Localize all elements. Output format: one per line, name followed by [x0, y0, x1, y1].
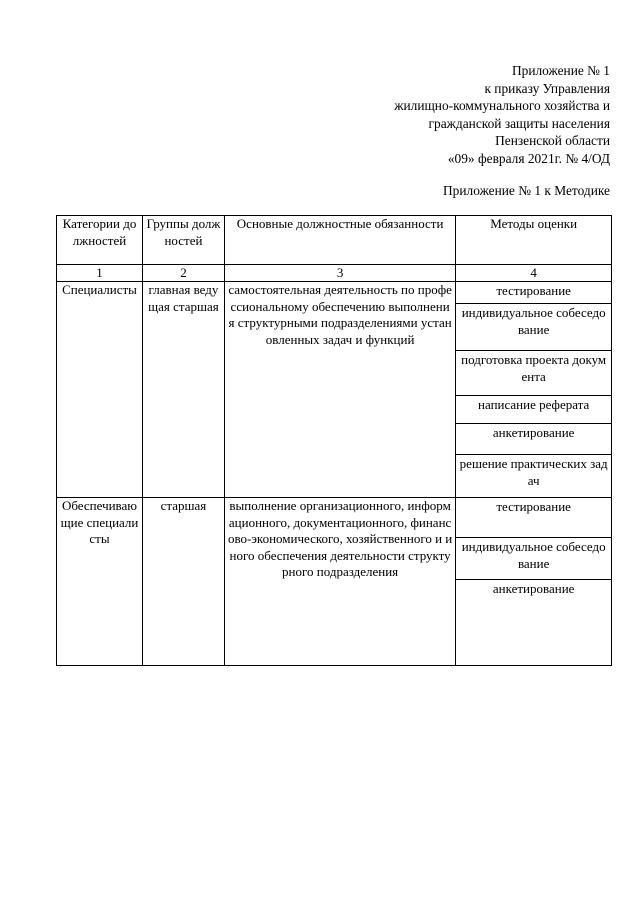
column-number: 1 — [57, 265, 143, 282]
duties-cell: выполнение организационного, информационного, документационного, финансово-экономического, хозяйственного и иного обеспечения деятельности структурного подразделения — [224, 498, 455, 666]
method-item: индивидуальное собеседование — [456, 304, 611, 351]
header-line: к приказу Управления — [484, 80, 610, 96]
table-row — [57, 498, 612, 666]
method-item: подготовка проекта документа — [456, 351, 611, 396]
methodology-subtitle: Приложение № 1 к Методике — [443, 183, 610, 198]
header-cell-groups: Группы должностей — [143, 216, 225, 265]
table-row — [57, 282, 612, 498]
column-number: 3 — [224, 265, 455, 282]
column-number: 4 — [456, 265, 612, 282]
column-number: 2 — [143, 265, 225, 282]
groups-cell: главная ведущая старшая — [143, 282, 225, 498]
appendix-header — [250, 62, 610, 168]
header-cell-category: Категории должностей — [57, 216, 143, 265]
method-item: решение практических задач — [459, 456, 608, 488]
assessment-methods-table — [56, 215, 612, 666]
header-line: Пензенской области — [495, 133, 610, 149]
category-cell: Специалисты — [57, 282, 143, 498]
header-line: «09» февраля 2021г. № 4/ОД — [447, 150, 610, 166]
method-item: анкетирование — [492, 581, 575, 596]
table-number-row — [57, 265, 612, 282]
method-item: тестирование — [456, 282, 611, 304]
method-item: индивидуальное собеседование — [456, 538, 611, 580]
header-line: гражданской защиты населения — [428, 115, 610, 131]
method-item: тестирование — [456, 498, 611, 538]
header-cell-duties: Основные должностные обязанности — [224, 216, 455, 265]
duties-cell: самостоятельная деятельность по профессиональному обеспечению выполнения структурными подразделениями установленных задач и функций — [224, 282, 455, 498]
header-line: Приложение № 1 — [511, 63, 610, 78]
header-cell-methods: Методы оценки — [456, 216, 612, 265]
groups-cell: старшая — [143, 498, 225, 666]
category-cell: Обеспечивающие специалисты — [57, 498, 143, 666]
methods-cell — [456, 282, 612, 498]
table-header-row — [57, 216, 612, 265]
method-item: анкетирование — [456, 424, 611, 455]
methods-cell — [456, 498, 612, 666]
method-item: написание реферата — [456, 396, 611, 424]
header-line: жилищно-коммунального хозяйства и — [394, 98, 610, 114]
